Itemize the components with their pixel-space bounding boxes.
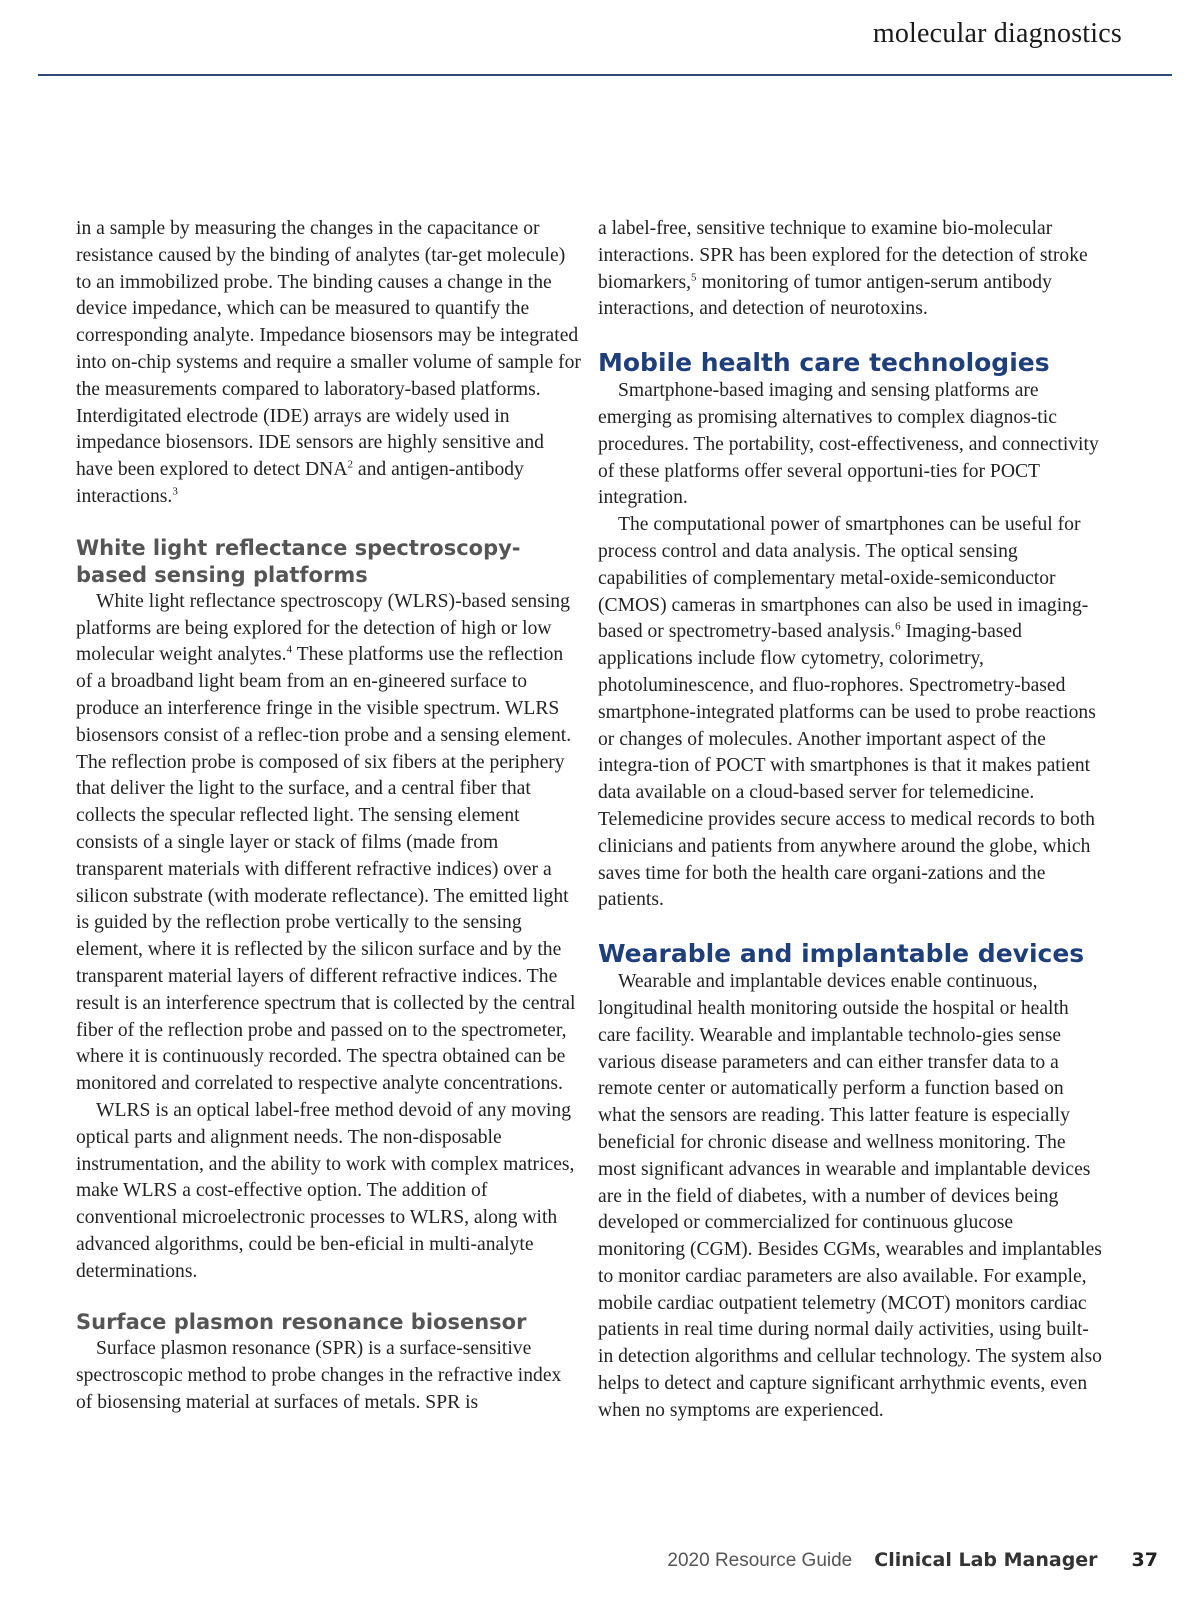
- paragraph-impedance: [76, 216, 581, 511]
- page-number: 37: [1131, 1549, 1158, 1571]
- paragraph-text: a label-free, sensitive technique to examine bio-molecular interactions. SPR has been explored for the detection of stroke biomarkers,: [598, 218, 1088, 293]
- paragraph-mobile-2: [598, 512, 1103, 914]
- paragraph-text: monitoring of tumor antigen-serum antibody interactions, and detection of neurotoxins.: [598, 271, 1052, 320]
- paragraph-text: The computational power of smartphones can be useful for process control and data analysis. The optical sensing capabilities of complementary metal-oxide-semiconductor (CMOS) cameras in smartphones can also be used in imaging-based or spectrometry-based analysis.: [598, 514, 1089, 643]
- paragraph-text: in a sample by measuring the changes in the capacitance or resistance caused by the binding of analytes (tar-get molecule) to an immobilized probe. The binding causes a change in the device impedance, which can be measured to quantify the corresponding analyte. Impedance biosensors may be integrated into on-chip systems and require a smaller volume of sample for the measurements compared to laboratory-based platforms. Interdigitated electrode (IDE) arrays are widely used in impedance biosensors. IDE sensors are highly sensitive and have been explored to detect DNA: [76, 218, 581, 481]
- header-rule: [38, 74, 1172, 76]
- paragraph-wlrs-2: WLRS is an optical label-free method devoid of any moving optical parts and alignment needs. The non-disposable instrumentation, and the ability to work with complex matrices, make WLRS a cost-effective option. The addition of conventional microelectronic processes to WLRS, along with advanced algorithms, could be ben-eficial in multi-analyte determinations.: [76, 1099, 575, 1282]
- paragraph-mobile-1: Smartphone-based imaging and sensing platforms are emerging as promising alternatives to complex diagnos-tic procedures. The portability, cost-effectiveness, and connectivity of these platforms offer several opportuni-ties for POCT integration.: [598, 380, 1099, 509]
- reference-2: 2: [347, 458, 353, 471]
- paragraph-spr-continued: [598, 216, 1103, 323]
- footer-magazine-name: Clinical Lab Manager: [874, 1549, 1098, 1571]
- reference-3: 3: [172, 485, 178, 498]
- reference-4: 4: [286, 643, 293, 656]
- reference-5: 5: [691, 271, 697, 284]
- reference-6: 6: [895, 620, 901, 633]
- heading-spr: Surface plasmon resonance biosensor: [76, 1310, 527, 1335]
- paragraph-wearable-1: Wearable and implantable devices enable continuous, longitudinal health monitoring outside the hospital or health care facility. Wearable and implantable technolo-gies sense various disease parameters and can either transfer data to a remote center or automatically perform a function based on what the sensors are reading. This latter feature is especially beneficial for chronic disease and wellness monitoring. The most significant advances in wearable and implantable devices are in the field of diabetes, with a number of devices being developed or commercialized for continuous glucose monitoring (CGM). Besides CGMs, wearables and implantables to monitor cardiac parameters are also available. For example, mobile cardiac outpatient telemetry (MCOT) monitors cardiac patients in real time during normal daily activities, using built-in detection algorithms and cellular technology. The system also helps to detect and capture significant arrhythmic events, even when no symptoms are experienced.: [598, 971, 1102, 1421]
- page-footer: [667, 1549, 1158, 1572]
- paragraph-text: and antigen-antibody interactions.: [76, 459, 524, 507]
- running-header: molecular diagnostics: [872, 18, 1122, 49]
- paragraph-text: Imaging-based applications include flow cytometry, colorimetry, photoluminescence, and fluo-rophores. Spectrometry-based smartphone-integrated platforms can be used to probe reactions or changes of molecules. Another important aspect of the integra-tion of POCT with smartphones is that it makes patient data available on a cloud-based server for telemedicine. Telemedicine provides secure access to medical records to both clinicians and patients from anywhere around the globe, which saves time for both the health care organi-zations and the patients.: [598, 621, 1096, 911]
- paragraph-text: These platforms use the reflection of a broadband light beam from an en-gineered surface to produce an interference fringe in the visible spectrum. WLRS biosensors consist of a reflec-tion probe and a sensing element. The reflection probe is composed of six fibers at the periphery that deliver the light to the surface, and a central fiber that collects the specular reflected light. The sensing element consists of a single layer or stack of films (made from transparent materials with different refractive indices) over a silicon substrate (with moderate reflectance). The emitted light is guided by the reflection probe vertically to the sensing element, where it is reflected by the silicon surface and by the transparent material layers of different refractive indices. The result is an interference spectrum that is collected by the central fiber of the reflection probe and passed on to the spectrometer, where it is continuously recorded. The spectra obtained can be monitored and correlated to respective analyte concentrations.: [76, 644, 576, 1095]
- right-column: [598, 216, 1103, 1425]
- left-column: [76, 216, 581, 1417]
- heading-mobile-health: Mobile health care technologies: [598, 348, 1050, 378]
- paragraph-text: White light reflectance spectroscopy (WLRS)-based sensing platforms are being explored for the detection of high or low molecular weight analytes.: [76, 590, 570, 666]
- paragraph-spr-1: Surface plasmon resonance (SPR) is a surface-sensitive spectroscopic method to probe changes in the refractive index of biosensing material at surfaces of metals. SPR is: [76, 1338, 562, 1414]
- paragraph-wlrs-1: [76, 589, 581, 1098]
- footer-guide-title: 2020 Resource Guide: [667, 1550, 853, 1571]
- heading-wlrs: White light reflectance spectroscopy-based sensing platforms: [76, 535, 521, 587]
- heading-wearable: Wearable and implantable devices: [598, 939, 1085, 969]
